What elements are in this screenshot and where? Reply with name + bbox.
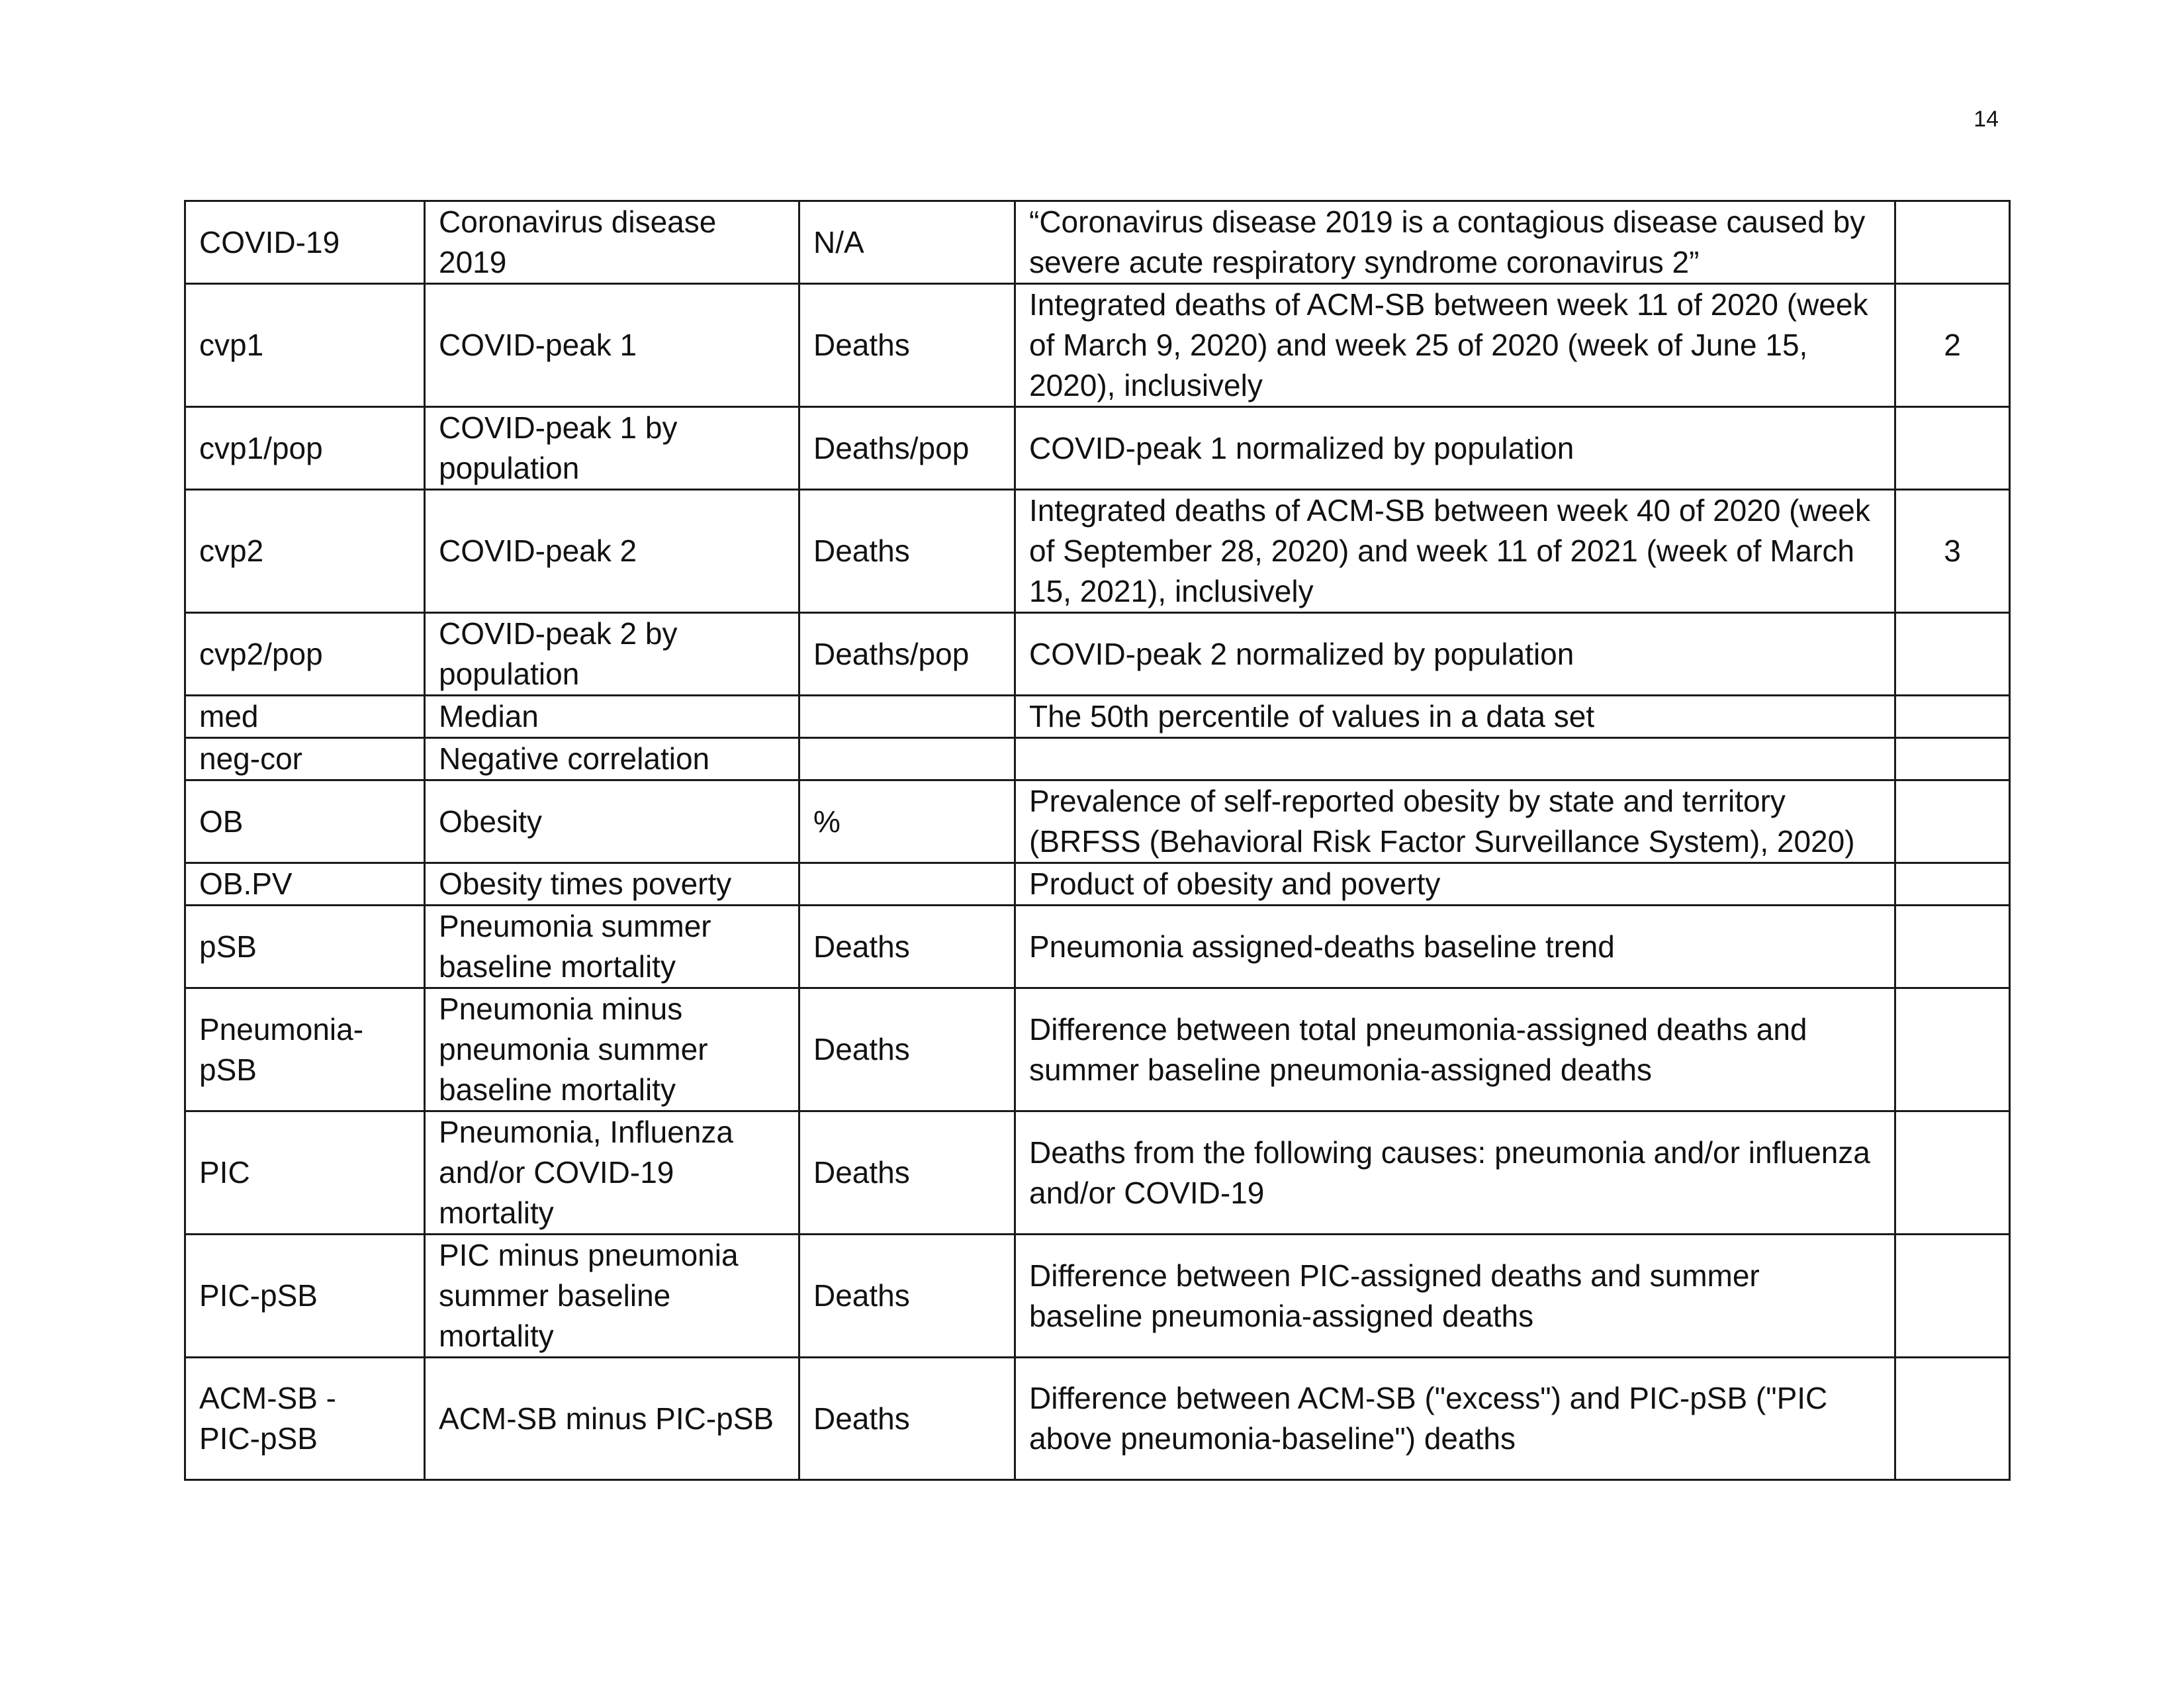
reference-cell [1895, 1235, 2010, 1358]
reference-cell [1895, 696, 2010, 738]
definition-cell: Difference between PIC-assigned deaths and summer baseline pneumonia-assigned deaths [1015, 1235, 1895, 1358]
term-cell: Pneumonia summer baseline mortality [425, 906, 799, 988]
definition-cell: COVID-peak 1 normalized by population [1015, 407, 1895, 490]
term-cell: Obesity times poverty [425, 863, 799, 906]
term-cell: Pneumonia, Influenza and/or COVID-19 mortality [425, 1111, 799, 1235]
definition-cell: Deaths from the following causes: pneumonia and/or influenza and/or COVID-19 [1015, 1111, 1895, 1235]
page-number: 14 [1974, 107, 1999, 132]
units-cell: N/A [799, 201, 1015, 284]
term-cell: COVID-peak 2 [425, 490, 799, 613]
units-cell: Deaths [799, 906, 1015, 988]
definition-cell: Prevalence of self-reported obesity by state and territory (BRFSS (Behavioral Risk Factor Surveillance System), 2020) [1015, 780, 1895, 863]
reference-cell [1895, 906, 2010, 988]
reference-cell: 3 [1895, 490, 2010, 613]
abbreviation-cell: Pneumonia- pSB [185, 988, 425, 1111]
reference-cell: 2 [1895, 284, 2010, 407]
definition-cell: Pneumonia assigned-deaths baseline trend [1015, 906, 1895, 988]
abbreviation-cell: neg-cor [185, 738, 425, 780]
abbreviation-cell: cvp2 [185, 490, 425, 613]
reference-cell [1895, 780, 2010, 863]
table-row [185, 1235, 2010, 1358]
units-cell: Deaths [799, 1358, 1015, 1480]
term-cell: Median [425, 696, 799, 738]
table-row [185, 407, 2010, 490]
reference-cell [1895, 863, 2010, 906]
term-cell: COVID-peak 2 by population [425, 613, 799, 696]
units-cell [799, 863, 1015, 906]
definition-cell: Integrated deaths of ACM-SB between week 11 of 2020 (week of March 9, 2020) and week 25 of 2020 (week of June 15, 2020), inclusively [1015, 284, 1895, 407]
table-row [185, 863, 2010, 906]
table-row [185, 201, 2010, 284]
units-cell: % [799, 780, 1015, 863]
term-cell: PIC minus pneumonia summer baseline mortality [425, 1235, 799, 1358]
reference-cell [1895, 988, 2010, 1111]
abbreviation-cell: OB [185, 780, 425, 863]
table-row [185, 613, 2010, 696]
units-cell: Deaths/pop [799, 407, 1015, 490]
units-cell: Deaths [799, 1235, 1015, 1358]
reference-cell [1895, 613, 2010, 696]
term-cell: COVID-peak 1 [425, 284, 799, 407]
units-cell: Deaths/pop [799, 613, 1015, 696]
reference-cell [1895, 1358, 2010, 1480]
units-cell: Deaths [799, 490, 1015, 613]
abbreviation-cell: cvp1/pop [185, 407, 425, 490]
table-row [185, 1111, 2010, 1235]
units-cell [799, 696, 1015, 738]
abbreviation-cell: COVID-19 [185, 201, 425, 284]
units-cell: Deaths [799, 284, 1015, 407]
definition-cell: “Coronavirus disease 2019 is a contagious disease caused by severe acute respiratory syndrome coronavirus 2” [1015, 201, 1895, 284]
units-cell: Deaths [799, 1111, 1015, 1235]
abbreviation-cell: PIC [185, 1111, 425, 1235]
definition-cell: Difference between ACM-SB ("excess") and PIC-pSB ("PIC above pneumonia-baseline") deaths [1015, 1358, 1895, 1480]
table-row [185, 738, 2010, 780]
table-row [185, 490, 2010, 613]
definition-cell: Product of obesity and poverty [1015, 863, 1895, 906]
reference-cell [1895, 201, 2010, 284]
reference-cell [1895, 738, 2010, 780]
abbreviation-cell: cvp1 [185, 284, 425, 407]
definition-cell: COVID-peak 2 normalized by population [1015, 613, 1895, 696]
abbreviation-cell: PIC-pSB [185, 1235, 425, 1358]
definition-cell: The 50th percentile of values in a data set [1015, 696, 1895, 738]
term-cell: ACM-SB minus PIC-pSB [425, 1358, 799, 1480]
table-row [185, 284, 2010, 407]
definition-cell [1015, 738, 1895, 780]
abbreviation-cell: ACM-SB - PIC-pSB [185, 1358, 425, 1480]
reference-cell [1895, 1111, 2010, 1235]
term-cell: Pneumonia minus pneumonia summer baseline mortality [425, 988, 799, 1111]
table-row [185, 1358, 2010, 1480]
table-row [185, 906, 2010, 988]
term-cell: Coronavirus disease 2019 [425, 201, 799, 284]
reference-cell [1895, 407, 2010, 490]
abbreviation-cell: med [185, 696, 425, 738]
units-cell: Deaths [799, 988, 1015, 1111]
abbreviation-cell: pSB [185, 906, 425, 988]
term-cell: COVID-peak 1 by population [425, 407, 799, 490]
definition-cell: Difference between total pneumonia-assigned deaths and summer baseline pneumonia-assigned deaths [1015, 988, 1895, 1111]
units-cell [799, 738, 1015, 780]
abbreviation-cell: cvp2/pop [185, 613, 425, 696]
table-row [185, 780, 2010, 863]
term-cell: Obesity [425, 780, 799, 863]
abbreviation-cell: OB.PV [185, 863, 425, 906]
term-cell: Negative correlation [425, 738, 799, 780]
glossary-table [184, 200, 2011, 1481]
table-row [185, 988, 2010, 1111]
table-row [185, 696, 2010, 738]
definition-cell: Integrated deaths of ACM-SB between week 40 of 2020 (week of September 28, 2020) and week 11 of 2021 (week of March 15, 2021), inclusively [1015, 490, 1895, 613]
